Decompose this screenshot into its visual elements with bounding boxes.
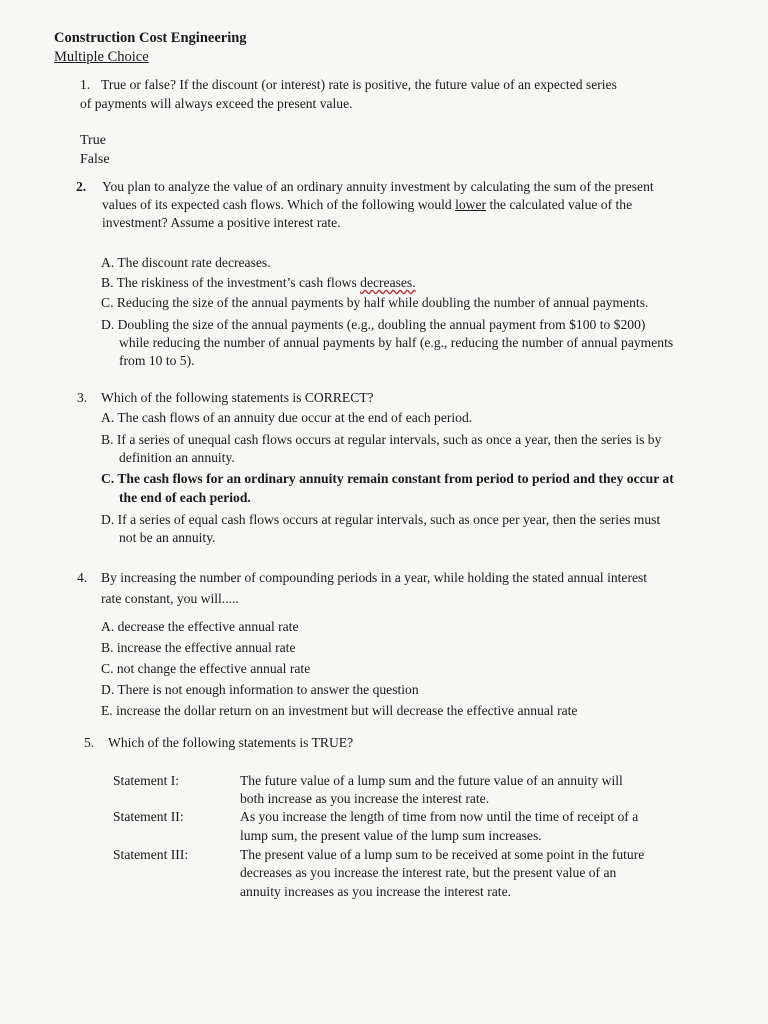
statement-2-label: Statement II: [113,809,184,824]
statement-3-text: annuity increases as you increase the interest rate. [240,884,512,899]
question-text: By increasing the number of compounding periods in a year, while holding the stated annual interest [101,570,648,585]
option-c[interactable]: C. Reducing the size of the annual payments by half while doubling the number of annual payments. [101,295,649,310]
option-b[interactable]: B. increase the effective annual rate [101,640,296,655]
statement-2-text: As you increase the length of time from now until the time of receipt of a [240,809,639,824]
option-c[interactable]: C. not change the effective annual rate [101,661,311,676]
question-text: investment? Assume a positive interest rate. [102,215,341,230]
document-title: Construction Cost Engineering [54,30,247,46]
question-text: rate constant, you will..... [101,591,239,606]
option-a[interactable]: A. decrease the effective annual rate [101,619,299,634]
option-b[interactable]: B. If a series of unequal cash flows occurs at regular intervals, such as once a year, then the series is by [101,432,662,447]
question-text: Which of the following statements is CORRECT? [101,390,374,405]
text-run: the calculated value of the [486,197,633,212]
option-d[interactable]: D. Doubling the size of the annual payments (e.g., doubling the annual payment from $100 to $200) [101,317,646,332]
option-d-continued: not be an annuity. [119,530,216,545]
question-text: Which of the following statements is TRUE? [108,735,354,750]
question-number: 3. [77,390,88,405]
statement-1-text: both increase as you increase the interest rate. [240,791,490,806]
question-text: of payments will always exceed the present value. [80,96,353,111]
question-number: 2. [76,179,87,194]
option-d-continued: while reducing the number of annual payments by half (e.g., reducing the number of annual payments [119,335,674,350]
option-e[interactable]: E. increase the dollar return on an investment but will decrease the effective annual rate [101,703,578,718]
option-b-continued: definition an annuity. [119,450,235,465]
option-a[interactable]: A. The cash flows of an annuity due occur at the end of each period. [101,410,473,425]
option-false[interactable]: False [80,152,110,167]
option-d[interactable]: D. If a series of equal cash flows occurs at regular intervals, such as once per year, then the series must [101,512,661,527]
question-number: 1. [80,77,91,92]
statement-3-text: decreases as you increase the interest rate, but the present value of an [240,865,617,880]
statement-3-text: The present value of a lump sum to be received at some point in the future [240,847,645,862]
option-a[interactable]: A. The discount rate decreases. [101,255,271,270]
section-subtitle: Multiple Choice [54,49,149,65]
option-d[interactable]: D. There is not enough information to answer the question [101,682,419,697]
statement-1-label: Statement I: [113,773,180,788]
text-run: B. The riskiness of the investment’s cash flows [101,275,361,290]
option-c[interactable]: C. The cash flows for an ordinary annuity remain constant from period to period and they occur at [101,471,674,486]
statement-3-label: Statement III: [113,847,189,862]
statement-1-text: The future value of a lump sum and the future value of an annuity will [240,773,623,788]
question-text [102,196,632,214]
question-number: 5. [84,735,95,750]
question-text: You plan to analyze the value of an ordinary annuity investment by calculating the sum of the present [102,179,654,194]
option-c-continued: the end of each period. [119,490,251,505]
question-number: 4. [77,570,88,585]
option-b[interactable] [101,274,416,292]
question-text: True or false? If the discount (or interest) rate is positive, the future value of an expected series [101,77,617,92]
text-run: values of its expected cash flows. Which of the following would [102,197,456,212]
marked-word: decreases. [360,275,416,290]
option-true[interactable]: True [80,133,106,148]
statement-2-text: lump sum, the present value of the lump sum increases. [240,828,542,843]
option-d-continued: from 10 to 5). [119,353,195,368]
underlined-word: lower [455,197,487,212]
